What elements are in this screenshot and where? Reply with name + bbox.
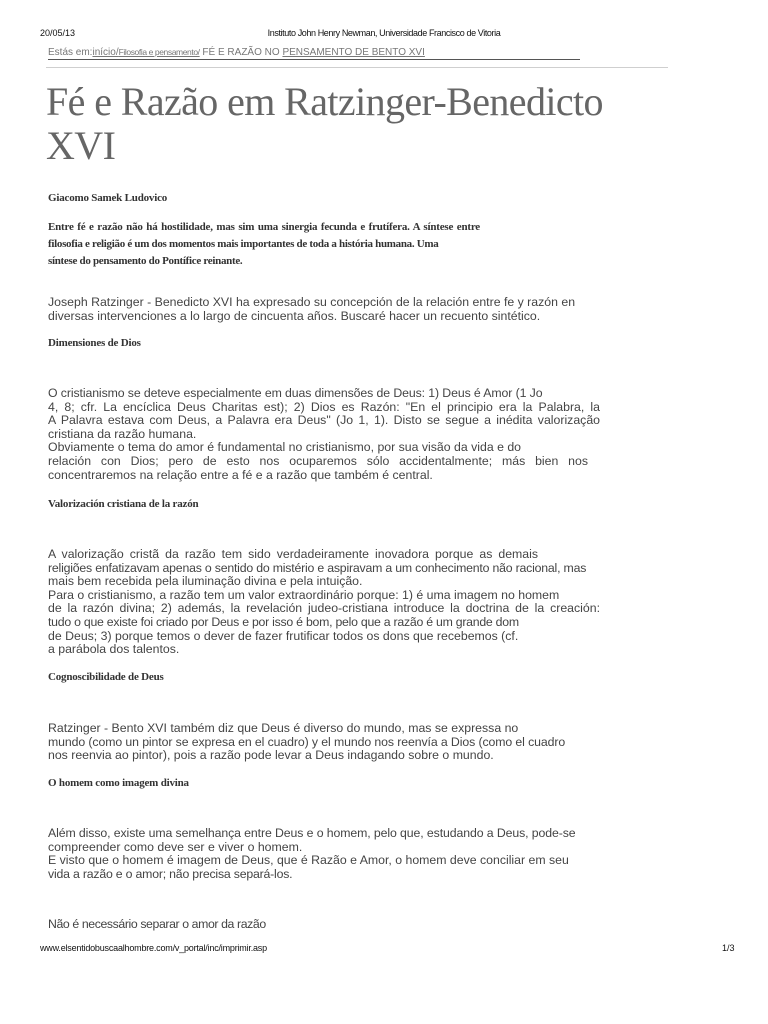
section-body-homem xyxy=(48,827,600,881)
paragraph-line: Para o cristianismo, a razão tem um valor extraordinário porque: 1) é uma imagem no homem xyxy=(48,587,560,602)
paragraph-line: diversas intervenciones a lo largo de cincuenta años. Buscaré hacer un recuento sintético. xyxy=(48,308,541,323)
paragraph-line: 4, 8; cfr. La encíclica Deus Charitas est); 2) Dios es Razón: "En el principio era la Palabra, la xyxy=(48,399,600,414)
paragraph-line: de la razón divina; 2) además, la revelación judeo-cristiana introduce la doctrina de la creación: xyxy=(48,601,600,616)
paragraph-line: Além disso, existe uma semelhança entre Deus e o homem, pelo que, estudando a Deus, pode-se xyxy=(48,826,576,840)
header-divider xyxy=(46,67,668,68)
paragraph-line: cristiana da razão humana. xyxy=(48,426,197,441)
intro-paragraph xyxy=(48,296,600,323)
breadcrumb-link-home[interactable]: início/ xyxy=(92,47,119,58)
paragraph-line: de Deus; 3) porque temos o dever de fazer frutificar todos os dons que recebemos (cf. xyxy=(48,628,519,643)
author-name: Giacomo Samek Ludovico xyxy=(48,192,168,204)
paragraph-line: Ratzinger - Bento XVI também diz que Deus é diverso do mundo, mas se expressa no xyxy=(48,721,519,735)
section-body-valorizacion xyxy=(48,548,600,657)
paragraph-line: tudo o que existe foi criado por Deus e por isso é bom, pelo que a razão é um grande dom xyxy=(48,614,519,629)
section-heading-valorizacion: Valorización cristiana de la razón xyxy=(48,498,199,510)
paragraph-line: mundo (como un pintor se expresa en el cuadro) y el mundo nos reenvía a Dios (como el cuadro xyxy=(48,734,566,749)
section-body-cognoscibilidade xyxy=(48,722,600,763)
paragraph-line: nos reenvia ao pintor), pois a razão pode levar a Deus indagando sobre o mundo. xyxy=(48,748,494,763)
article-lead xyxy=(48,219,480,270)
breadcrumb-current-3: PENSAMENTO DE BENTO XVI xyxy=(282,47,425,58)
paragraph-line: vida a razão e o amor; não precisa separá-los. xyxy=(48,866,293,881)
paragraph-line: relación con Dios; pero de esto nos ocuparemos sólo accidentalmente; más bien nos xyxy=(48,453,588,468)
breadcrumb xyxy=(48,47,580,60)
paragraph-line: E visto que o homem é imagem de Deus, que é Razão e Amor, o homem deve conciliar em seu xyxy=(48,853,569,868)
lead-line: filosofia e religião é um dos momentos mais importantes de toda a história humana. Uma xyxy=(48,238,439,250)
paragraph-line: religiões enfatizavam apenas o sentido do mistério e aspiravam a um conhecimento não racional, mas xyxy=(48,560,587,575)
print-date: 20/05/13 xyxy=(40,28,76,38)
print-footer-url: www.elsentidobuscaalhombre.com/v_portal/inc/imprimir.asp xyxy=(40,943,267,953)
print-page-number: 1/3 xyxy=(722,943,735,953)
lead-line: síntese do pensamento do Pontífice reinante. xyxy=(48,255,243,267)
article-title-line-1: Fé e Razão em Ratzinger-Benedicto xyxy=(46,79,603,124)
breadcrumb-current-1[interactable]: FÉ E RAZÃO xyxy=(202,47,262,58)
paragraph-line: compreender como deve ser e viver o homem. xyxy=(48,839,303,854)
closing-subheading: Não é necessário separar o amor da razão xyxy=(48,917,266,931)
section-body-dimensiones xyxy=(48,387,600,482)
paragraph-line: A valorização cristã da razão tem sido verdadeiramente inovadora porque as demais xyxy=(48,547,538,561)
section-heading-homem: O homem como imagem divina xyxy=(48,777,189,789)
article-title-line-2: XVI xyxy=(46,123,116,168)
paragraph-line: Joseph Ratzinger - Benedicto XVI ha expresado su concepción de la relación entre fe y razón en xyxy=(48,295,576,309)
section-heading-dimensiones: Dimensiones de Dios xyxy=(48,337,141,349)
breadcrumb-link-philosophy[interactable]: Filosofia e pensamento/ xyxy=(118,47,200,57)
paragraph-line: O cristianismo se deteve especialmente em duas dimensões de Deus: 1) Deus é Amor (1 Jo xyxy=(48,386,543,400)
paragraph-line: concentraremos na relação entre a fé e a razão que também é central. xyxy=(48,467,433,482)
section-heading-cognoscibilidade: Cognoscibilidade de Deus xyxy=(48,671,164,683)
paragraph-line: a parábola dos talentos. xyxy=(48,642,180,657)
paragraph-line: mais bem recebida pela iluminação divina e pela intuição. xyxy=(48,574,363,589)
print-header-title: Instituto John Henry Newman, Universidade Francisco de Vitoria xyxy=(267,28,501,38)
paragraph-line: A Palavra estava com Deus, a Palavra era Deus" (Jo 1, 1). Disto se segue a inédita valorização xyxy=(48,413,600,428)
breadcrumb-prefix: Estás em: xyxy=(48,47,93,58)
article-title xyxy=(46,80,646,168)
paragraph-line: Obviamente o tema do amor é fundamental no cristianismo, por sua visão da vida e do xyxy=(48,440,522,455)
lead-line: Entre fé e razão não há hostilidade, mas sim uma sinergia fecunda e frutífera. A síntese entre xyxy=(48,221,480,233)
breadcrumb-current-2: NO xyxy=(264,47,280,58)
